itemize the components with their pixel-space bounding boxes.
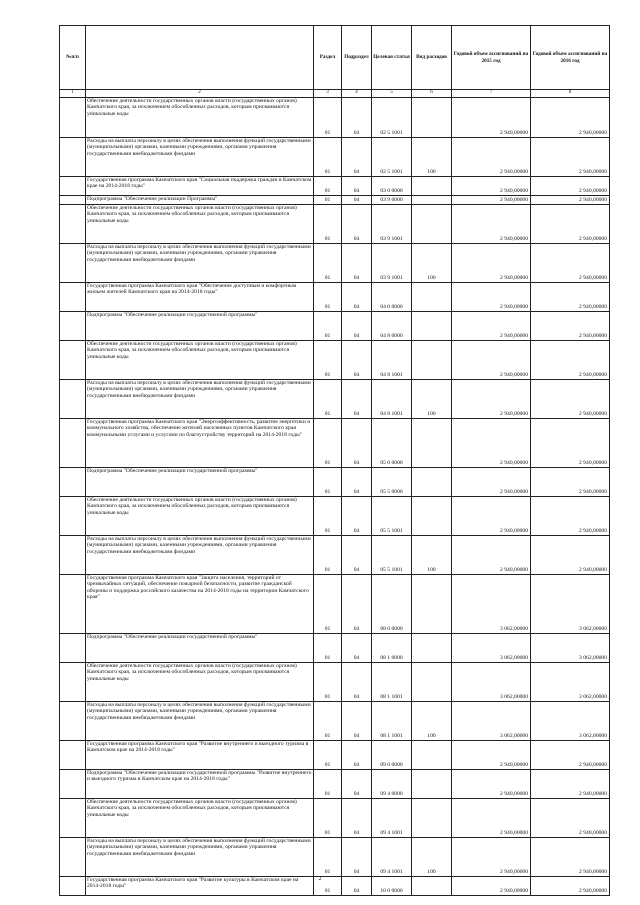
row-target: 09 4 1001 xyxy=(372,798,412,837)
row-podrazdel: 04 xyxy=(342,340,372,379)
row-amount-2016: 2 940,00000 xyxy=(531,798,610,837)
row-number xyxy=(60,535,86,574)
row-name: Обеспечение деятельности государственных органов власти (государственных органов) Камчатского края, за исключением обособленных расходов, которым присваиваются уникальные коды xyxy=(86,204,314,243)
table-row xyxy=(60,204,610,243)
row-name: Расходы на выплаты персоналу в целях обеспечения выполнения функций государственными (муниципальными) органами, казенными учреждениями, органами управления государственными внебюджетными фондами xyxy=(86,701,314,740)
row-amount-2015: 2 940,00000 xyxy=(452,496,531,535)
table-row xyxy=(60,633,610,662)
row-podrazdel: 04 xyxy=(342,176,372,195)
table-row xyxy=(60,769,610,798)
row-podrazdel: 04 xyxy=(342,243,372,282)
row-razdel: 01 xyxy=(314,837,342,876)
row-amount-2015: 2 940,00000 xyxy=(452,535,531,574)
row-number xyxy=(60,97,86,137)
row-number xyxy=(60,176,86,195)
row-exp-type xyxy=(412,662,452,701)
table-row xyxy=(60,311,610,340)
row-amount-2015: 3 062,00000 xyxy=(452,633,531,662)
table-row xyxy=(60,176,610,195)
row-amount-2016: 2 940,00000 xyxy=(531,340,610,379)
row-target: 04 8 0000 xyxy=(372,311,412,340)
table-row xyxy=(60,467,610,496)
table-row xyxy=(60,282,610,311)
row-exp-type xyxy=(412,195,452,204)
row-podrazdel: 04 xyxy=(342,662,372,701)
row-exp-type: 100 xyxy=(412,701,452,740)
row-razdel: 01 xyxy=(314,535,342,574)
row-exp-type xyxy=(412,340,452,379)
row-podrazdel: 04 xyxy=(342,282,372,311)
header-exp: Вид расходов xyxy=(412,26,452,90)
row-exp-type: 100 xyxy=(412,837,452,876)
row-amount-2015: 2 940,00000 xyxy=(452,798,531,837)
header-2016: Годовой объем ассигнований на 2016 год xyxy=(531,26,610,90)
row-target: 09 4 0000 xyxy=(372,769,412,798)
table-row xyxy=(60,137,610,176)
row-amount-2015: 2 940,00000 xyxy=(452,769,531,798)
header-name xyxy=(86,26,314,90)
row-target: 04 8 1001 xyxy=(372,379,412,418)
header-row xyxy=(60,26,610,90)
row-amount-2016: 2 940,00000 xyxy=(531,204,610,243)
row-podrazdel: 04 xyxy=(342,496,372,535)
row-exp-type xyxy=(412,204,452,243)
column-number: 1 xyxy=(60,90,86,98)
row-amount-2016: 2 940,00000 xyxy=(531,311,610,340)
table-row xyxy=(60,496,610,535)
row-podrazdel: 04 xyxy=(342,876,372,895)
row-razdel: 01 xyxy=(314,418,342,467)
row-exp-type xyxy=(412,798,452,837)
row-podrazdel: 04 xyxy=(342,204,372,243)
row-razdel: 01 xyxy=(314,467,342,496)
row-name: Государственная программа Камчатского края "Защита населения, территорий от чрезвычайных ситуаций, обеспечение пожарной безопасности, развитие гражданской обороны и поддержка российского казачества на 2014-2018 годы на территории Камчатского края" xyxy=(86,574,314,633)
table-row xyxy=(60,701,610,740)
row-razdel: 01 xyxy=(314,195,342,204)
row-target: 10 0 0000 xyxy=(372,876,412,895)
row-number xyxy=(60,418,86,467)
row-podrazdel: 04 xyxy=(342,379,372,418)
row-amount-2015: 2 940,00000 xyxy=(452,195,531,204)
row-podrazdel: 04 xyxy=(342,837,372,876)
row-number xyxy=(60,701,86,740)
column-number: 8 xyxy=(531,90,610,98)
row-number xyxy=(60,496,86,535)
row-razdel: 01 xyxy=(314,876,342,895)
column-number: 7 xyxy=(452,90,531,98)
row-name: Обеспечение деятельности государственных органов власти (государственных органов) Камчатского края, за исключением обособленных расходов, которым присваиваются уникальные коды xyxy=(86,340,314,379)
row-podrazdel: 04 xyxy=(342,740,372,769)
row-amount-2015: 2 940,00000 xyxy=(452,204,531,243)
row-amount-2016: 2 940,00000 xyxy=(531,137,610,176)
row-exp-type: 100 xyxy=(412,137,452,176)
row-podrazdel: 04 xyxy=(342,137,372,176)
header-2015: Годовой объем ассигнований на 2015 год xyxy=(452,26,531,90)
row-razdel: 01 xyxy=(314,204,342,243)
row-target: 09 0 0000 xyxy=(372,740,412,769)
row-razdel: 01 xyxy=(314,97,342,137)
row-amount-2015: 2 940,00000 xyxy=(452,137,531,176)
row-amount-2016: 3 062,00000 xyxy=(531,662,610,701)
row-razdel: 01 xyxy=(314,311,342,340)
row-name: Расходы на выплаты персоналу в целях обеспечения выполнения функций государственными (муниципальными) органами, казенными учреждениями, органами управления государственными внебюджетными фондами xyxy=(86,535,314,574)
row-exp-type xyxy=(412,311,452,340)
row-number xyxy=(60,340,86,379)
column-number-row xyxy=(60,90,610,98)
header-no: №п/п xyxy=(60,26,86,90)
row-target: 08 1 0000 xyxy=(372,633,412,662)
row-number xyxy=(60,574,86,633)
row-name: Обеспечение деятельности государственных органов власти (государственных органов) Камчатского края, за исключением обособленных расходов, которым присваиваются уникальные коды xyxy=(86,798,314,837)
row-number xyxy=(60,137,86,176)
row-podrazdel: 04 xyxy=(342,535,372,574)
row-amount-2015: 2 940,00000 xyxy=(452,311,531,340)
row-podrazdel: 04 xyxy=(342,418,372,467)
row-name: Обеспечение деятельности государственных органов власти (государственных органов) Камчатского края, за исключением обособленных расходов, которым присваиваются уникальные коды xyxy=(86,97,314,137)
column-number: 2 xyxy=(86,90,314,98)
row-exp-type xyxy=(412,574,452,633)
row-number xyxy=(60,195,86,204)
row-amount-2016: 2 940,00000 xyxy=(531,243,610,282)
row-name: Государственная программа Камчатского края "Обеспечение доступным и комфортным жильем жителей Камчатского края на 2014-2018 годы" xyxy=(86,282,314,311)
row-razdel: 01 xyxy=(314,769,342,798)
row-number xyxy=(60,633,86,662)
row-amount-2015: 2 940,00000 xyxy=(452,176,531,195)
header-podrazdel: Подраздел xyxy=(342,26,372,90)
row-amount-2016: 2 940,00000 xyxy=(531,379,610,418)
row-amount-2015: 2 940,00000 xyxy=(452,740,531,769)
row-razdel: 01 xyxy=(314,243,342,282)
row-target: 05 5 0000 xyxy=(372,467,412,496)
row-amount-2016: 2 940,00000 xyxy=(531,467,610,496)
table-row xyxy=(60,740,610,769)
row-podrazdel: 04 xyxy=(342,633,372,662)
row-number xyxy=(60,769,86,798)
row-amount-2016: 2 940,00000 xyxy=(531,97,610,137)
row-exp-type xyxy=(412,418,452,467)
row-amount-2016: 2 940,00000 xyxy=(531,282,610,311)
row-razdel: 01 xyxy=(314,740,342,769)
row-amount-2015: 2 940,00000 xyxy=(452,97,531,137)
row-target: 02 5 1001 xyxy=(372,137,412,176)
row-number xyxy=(60,204,86,243)
column-number: 6 xyxy=(412,90,452,98)
row-amount-2016: 2 940,00000 xyxy=(531,876,610,895)
row-razdel: 01 xyxy=(314,282,342,311)
header-target: Целевая статья xyxy=(372,26,412,90)
row-target: 03 9 1001 xyxy=(372,204,412,243)
row-name: Подпрограмма "Обеспечение реализации государственной программы" xyxy=(86,633,314,662)
row-podrazdel: 04 xyxy=(342,701,372,740)
row-name: Расходы на выплаты персоналу в целях обеспечения выполнения функций государственными (муниципальными) органами, казенными учреждениями, органами управления государственными внебюджетными фондами xyxy=(86,837,314,876)
row-amount-2015: 2 940,00000 xyxy=(452,282,531,311)
row-razdel: 01 xyxy=(314,379,342,418)
table-row xyxy=(60,195,610,204)
row-name: Подпрограмма "Обеспечение реализации государственной программы" xyxy=(86,467,314,496)
row-target: 05 0 0000 xyxy=(372,418,412,467)
row-name: Расходы на выплаты персоналу в целях обеспечения выполнения функций государственными (муниципальными) органами, казенными учреждениями, органами управления государственными внебюджетными фондами xyxy=(86,379,314,418)
row-target: 03 0 0000 xyxy=(372,176,412,195)
row-name: Расходы на выплаты персоналу в целях обеспечения выполнения функций государственными (муниципальными) органами, казенными учреждениями, органами управления государственными внебюджетными фондами xyxy=(86,243,314,282)
table-row xyxy=(60,418,610,467)
row-number xyxy=(60,662,86,701)
row-exp-type: 100 xyxy=(412,535,452,574)
row-amount-2015: 3 062,00000 xyxy=(452,574,531,633)
row-number xyxy=(60,837,86,876)
row-razdel: 01 xyxy=(314,176,342,195)
row-amount-2016: 2 940,00000 xyxy=(531,837,610,876)
row-number xyxy=(60,467,86,496)
row-amount-2015: 2 940,00000 xyxy=(452,876,531,895)
row-number xyxy=(60,798,86,837)
table-row xyxy=(60,574,610,633)
table-row xyxy=(60,97,610,137)
row-razdel: 01 xyxy=(314,574,342,633)
row-exp-type: 100 xyxy=(412,379,452,418)
row-amount-2015: 2 940,00000 xyxy=(452,340,531,379)
row-exp-type xyxy=(412,740,452,769)
row-target: 08 1 1001 xyxy=(372,662,412,701)
row-amount-2015: 3 062,00000 xyxy=(452,701,531,740)
table-row xyxy=(60,340,610,379)
row-amount-2015: 2 940,00000 xyxy=(452,243,531,282)
row-amount-2016: 2 940,00000 xyxy=(531,769,610,798)
row-name: Государственная программа Камчатского края "Энергоэффективность, развитие энергетики и коммунального хозяйства, обеспечение жителей населенных пунктов Камчатского края коммунальными услугами и услугами по благоустройству территорий на 2014-2018 годы" xyxy=(86,418,314,467)
row-podrazdel: 04 xyxy=(342,311,372,340)
column-number: 3 xyxy=(314,90,342,98)
row-podrazdel: 04 xyxy=(342,195,372,204)
row-amount-2015: 2 940,00000 xyxy=(452,837,531,876)
row-number xyxy=(60,243,86,282)
table-row xyxy=(60,379,610,418)
row-target: 05 5 1001 xyxy=(372,535,412,574)
table-row xyxy=(60,535,610,574)
row-name: Подпрограмма "Обеспечение реализации государственной программы" xyxy=(86,311,314,340)
table-row xyxy=(60,243,610,282)
row-target: 05 5 1001 xyxy=(372,496,412,535)
row-target: 04 0 0000 xyxy=(372,282,412,311)
row-number xyxy=(60,282,86,311)
table-row xyxy=(60,837,610,876)
row-amount-2016: 2 940,00000 xyxy=(531,496,610,535)
row-name: Государственная программа Камчатского края "Развитие культуры в Камчатском крае на 2014-2018 годы" xyxy=(86,876,314,895)
row-exp-type xyxy=(412,176,452,195)
row-exp-type xyxy=(412,97,452,137)
row-amount-2016: 2 940,00000 xyxy=(531,418,610,467)
row-name: Подпрограмма "Обеспечение реализации государственной программы "Развитие внутреннего и выездного туризма в Камчатском крае на 2014-2018 годы" xyxy=(86,769,314,798)
row-name: Расходы на выплаты персоналу в целях обеспечения выполнения функций государственными (муниципальными) органами, казенными учреждениями, органами управления государственными внебюджетными фондами xyxy=(86,137,314,176)
row-name: Подпрограмма "Обеспечение реализации Программы" xyxy=(86,195,314,204)
column-number: 5 xyxy=(372,90,412,98)
row-amount-2015: 2 940,00000 xyxy=(452,418,531,467)
row-razdel: 01 xyxy=(314,633,342,662)
row-number xyxy=(60,379,86,418)
row-exp-type xyxy=(412,282,452,311)
row-amount-2015: 2 940,00000 xyxy=(452,379,531,418)
row-target: 02 5 1001 xyxy=(372,97,412,137)
row-razdel: 01 xyxy=(314,798,342,837)
row-amount-2015: 3 062,00000 xyxy=(452,662,531,701)
row-target: 08 1 1001 xyxy=(372,701,412,740)
row-target: 03 9 0000 xyxy=(372,195,412,204)
budget-table xyxy=(59,25,610,896)
row-amount-2016: 2 940,00000 xyxy=(531,195,610,204)
table-row xyxy=(60,662,610,701)
row-target: 09 4 1001 xyxy=(372,837,412,876)
table-row xyxy=(60,798,610,837)
row-name: Государственная программа Камчатского края "Развитие внутреннего и выездного туризма в Камчатском крае на 2014-2018 годы" xyxy=(86,740,314,769)
row-exp-type xyxy=(412,633,452,662)
row-amount-2015: 2 940,00000 xyxy=(452,467,531,496)
row-target: 03 9 1001 xyxy=(372,243,412,282)
row-target: 04 8 1001 xyxy=(372,340,412,379)
row-name: Государственная программа Камчатского края "Социальная поддержка граждан в Камчатском крае на 2014-2018 годы" xyxy=(86,176,314,195)
row-razdel: 01 xyxy=(314,137,342,176)
row-podrazdel: 04 xyxy=(342,769,372,798)
row-exp-type xyxy=(412,769,452,798)
row-razdel: 01 xyxy=(314,496,342,535)
row-podrazdel: 04 xyxy=(342,97,372,137)
row-amount-2016: 2 940,00000 xyxy=(531,740,610,769)
column-number: 4 xyxy=(342,90,372,98)
row-razdel: 01 xyxy=(314,340,342,379)
row-name: Обеспечение деятельности государственных органов власти (государственных органов) Камчатского края, за исключением обособленных расходов, которым присваиваются уникальные коды xyxy=(86,662,314,701)
row-razdel: 01 xyxy=(314,701,342,740)
row-name: Обеспечение деятельности государственных органов власти (государственных органов) Камчатского края, за исключением обособленных расходов, которым присваиваются уникальные коды xyxy=(86,496,314,535)
row-amount-2016: 3 062,00000 xyxy=(531,701,610,740)
row-podrazdel: 04 xyxy=(342,798,372,837)
row-exp-type: 100 xyxy=(412,243,452,282)
row-amount-2016: 2 940,00000 xyxy=(531,535,610,574)
row-razdel: 01 xyxy=(314,662,342,701)
row-amount-2016: 3 062,00000 xyxy=(531,633,610,662)
row-number xyxy=(60,311,86,340)
row-podrazdel: 04 xyxy=(342,467,372,496)
row-amount-2016: 3 062,00000 xyxy=(531,574,610,633)
row-exp-type xyxy=(412,496,452,535)
row-exp-type xyxy=(412,467,452,496)
page-number: 2 xyxy=(318,876,322,882)
table-body xyxy=(60,97,610,895)
row-target: 08 0 0000 xyxy=(372,574,412,633)
header-razdel: Раздел xyxy=(314,26,342,90)
row-podrazdel: 04 xyxy=(342,574,372,633)
row-amount-2016: 2 940,00000 xyxy=(531,176,610,195)
row-number xyxy=(60,740,86,769)
